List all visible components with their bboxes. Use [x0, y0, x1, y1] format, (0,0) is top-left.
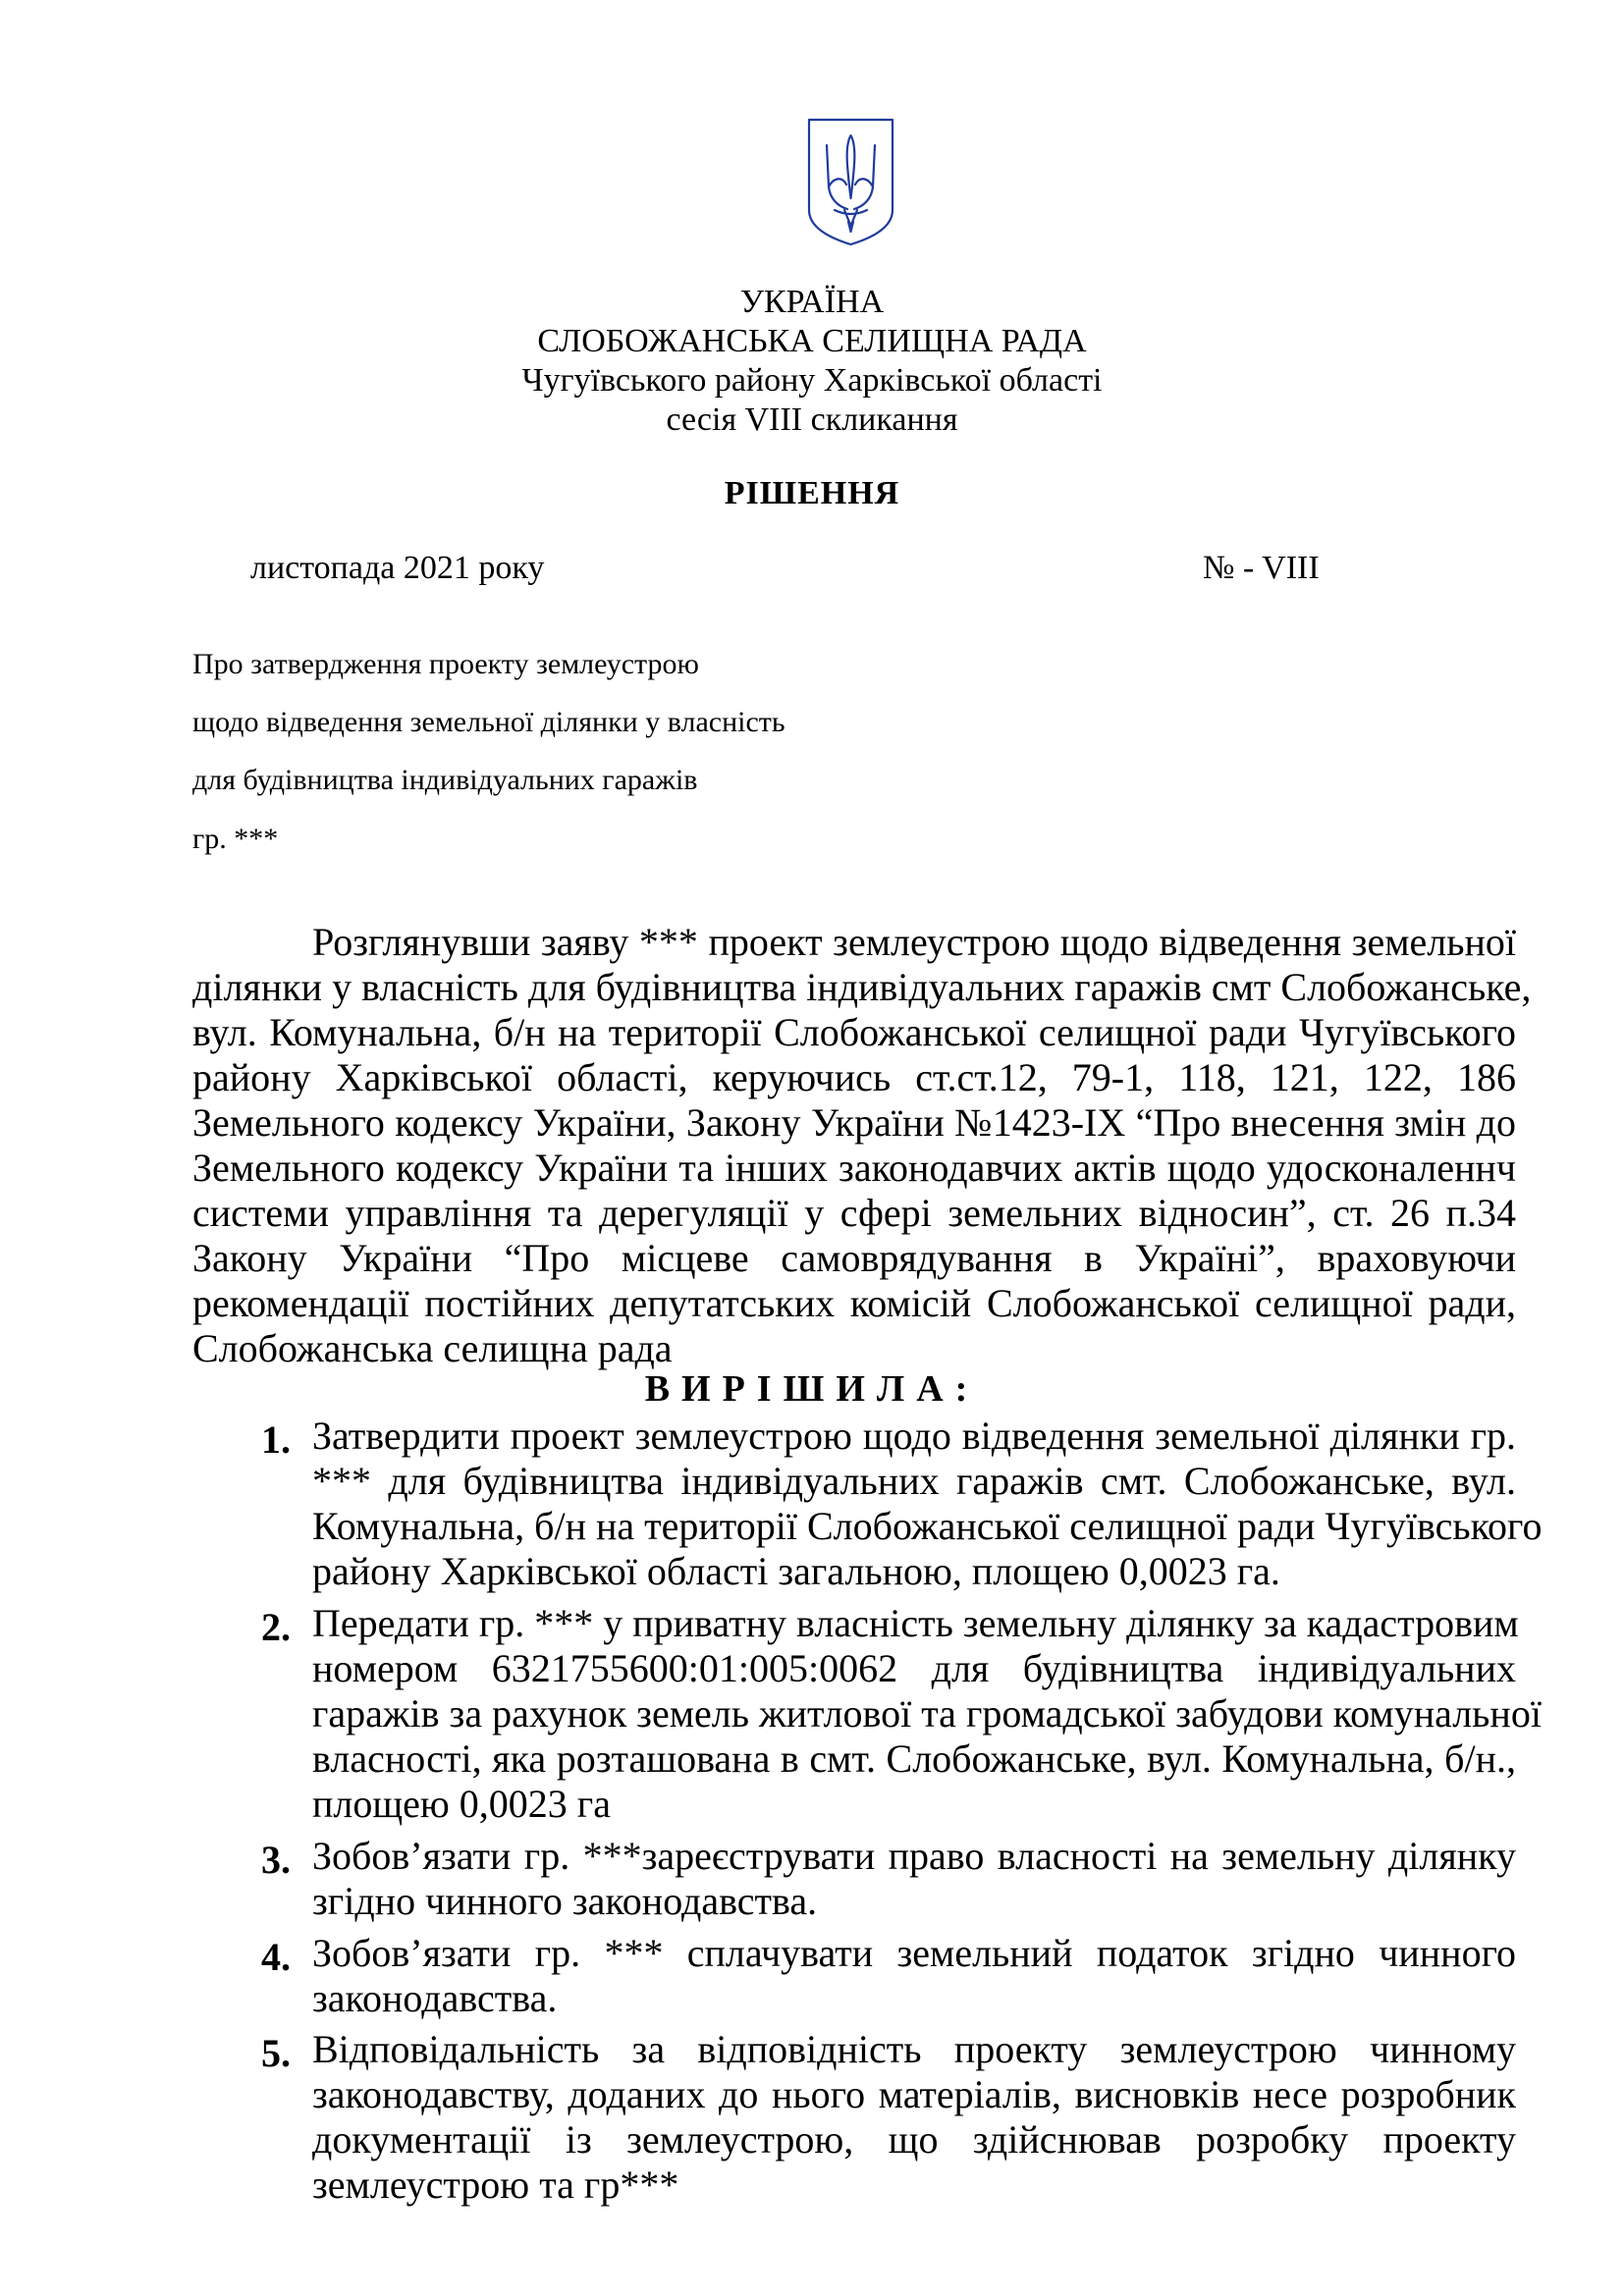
preamble-line: району Харківської області, керуючись ст.ст.12, 79-1, 118, 121, 122, 186 [192, 1055, 1516, 1099]
item-line: законодавству, доданих до нього матеріалів, висновків несе розробник [312, 2072, 1516, 2116]
preamble-line: ділянки у власність для будівництва індивідуальних гаражів смт Слобожанське, [192, 965, 1532, 1009]
subject-line: гр. *** [192, 823, 279, 855]
decision-date: листопада 2021 року [250, 550, 545, 586]
item-line: *** для будівництва індивідуальних гаражів смт. Слобожанське, вул. [312, 1459, 1516, 1503]
item-line: номером 6321755600:01:005:0062 для будівництва індивідуальних [312, 1646, 1516, 1690]
subject-line: для будівництва індивідуальних гаражів [192, 764, 698, 796]
preamble-line: Земельного кодексу України, Закону України №1423-IX “Про внесення змін до [192, 1100, 1516, 1145]
coat-of-arms-icon [805, 116, 896, 248]
header-region: Чугуївського району Харківської області [521, 362, 1103, 399]
item-line: законодавства. [312, 1976, 558, 2020]
item-line: Комунальна, б/н на території Слобожанської селищної ради Чугуївського [312, 1504, 1543, 1548]
item-line: району Харківської області загальною, площею 0,0023 га. [312, 1549, 1280, 1593]
item-number: 4. [261, 1935, 291, 1979]
item-number: 1. [261, 1417, 291, 1462]
item-line: площею 0,0023 га [312, 1782, 611, 1826]
preamble-line: Закону України “Про місцеве самоврядування в Україні”, враховуючи [192, 1236, 1516, 1280]
item-number: 5. [261, 2031, 291, 2075]
item-line: гаражів за рахунок земель житлової та громадської забудови комунальної [312, 1691, 1542, 1735]
header-country: УКРАЇНА [739, 284, 885, 320]
item-number: 3. [261, 1838, 291, 1882]
item-line: згідно чинного законодавства. [312, 1879, 818, 1923]
document-title: РІШЕННЯ [724, 475, 900, 511]
header-session: сесія VIII скликання [666, 401, 958, 438]
item-number: 2. [261, 1605, 291, 1649]
preamble-line: рекомендації постійних депутатських комісій Слобожанської селищної ради, [192, 1281, 1516, 1325]
header-council: СЛОБОЖАНСЬКА СЕЛИЩНА РАДА [537, 323, 1087, 359]
item-line: документації із землеустрою, що здійснював розробку проекту [312, 2117, 1516, 2162]
preamble-line: вул. Комунальна, б/н на території Слобожанської селищної ради Чугуївського [192, 1010, 1516, 1054]
subject-line: щодо відведення земельної ділянки у власність [192, 706, 785, 738]
preamble-line: Слобожанська селищна рада [192, 1326, 673, 1370]
item-line: Зобов’язати гр. *** сплачувати земельний податок згідно чинного [312, 1931, 1516, 1975]
item-line: Зобов’язати гр. ***зареєструвати право власності на земельну ділянку [312, 1834, 1516, 1878]
item-line: власності, яка розташована в смт. Слобожанське, вул. Комунальна, б/н., [312, 1736, 1516, 1781]
subject-line: Про затвердження проекту землеустрою [192, 648, 699, 680]
preamble-line: Розглянувши заяву *** проект землеустрою щодо відведення земельної [312, 920, 1516, 964]
decision-number: № - VIII [1203, 550, 1320, 586]
item-line: Відповідальність за відповідність проекту землеустрою чинному [312, 2027, 1516, 2071]
preamble-line: системи управління та дерегуляції у сфері земельних відносин”, ст. 26 п.34 [192, 1191, 1516, 1235]
item-line: Передати гр. *** у приватну власність земельну ділянку за кадастровим [312, 1601, 1519, 1645]
item-line: Затвердити проект землеустрою щодо відведення земельної ділянки гр. [312, 1414, 1516, 1458]
preamble-line: Земельного кодексу України та інших законодавчих актів щодо удосконаленнч [192, 1146, 1516, 1190]
item-line: землеустрою та гр*** [312, 2163, 679, 2207]
decided-heading: ВИРІШИЛА: [644, 1368, 980, 1410]
